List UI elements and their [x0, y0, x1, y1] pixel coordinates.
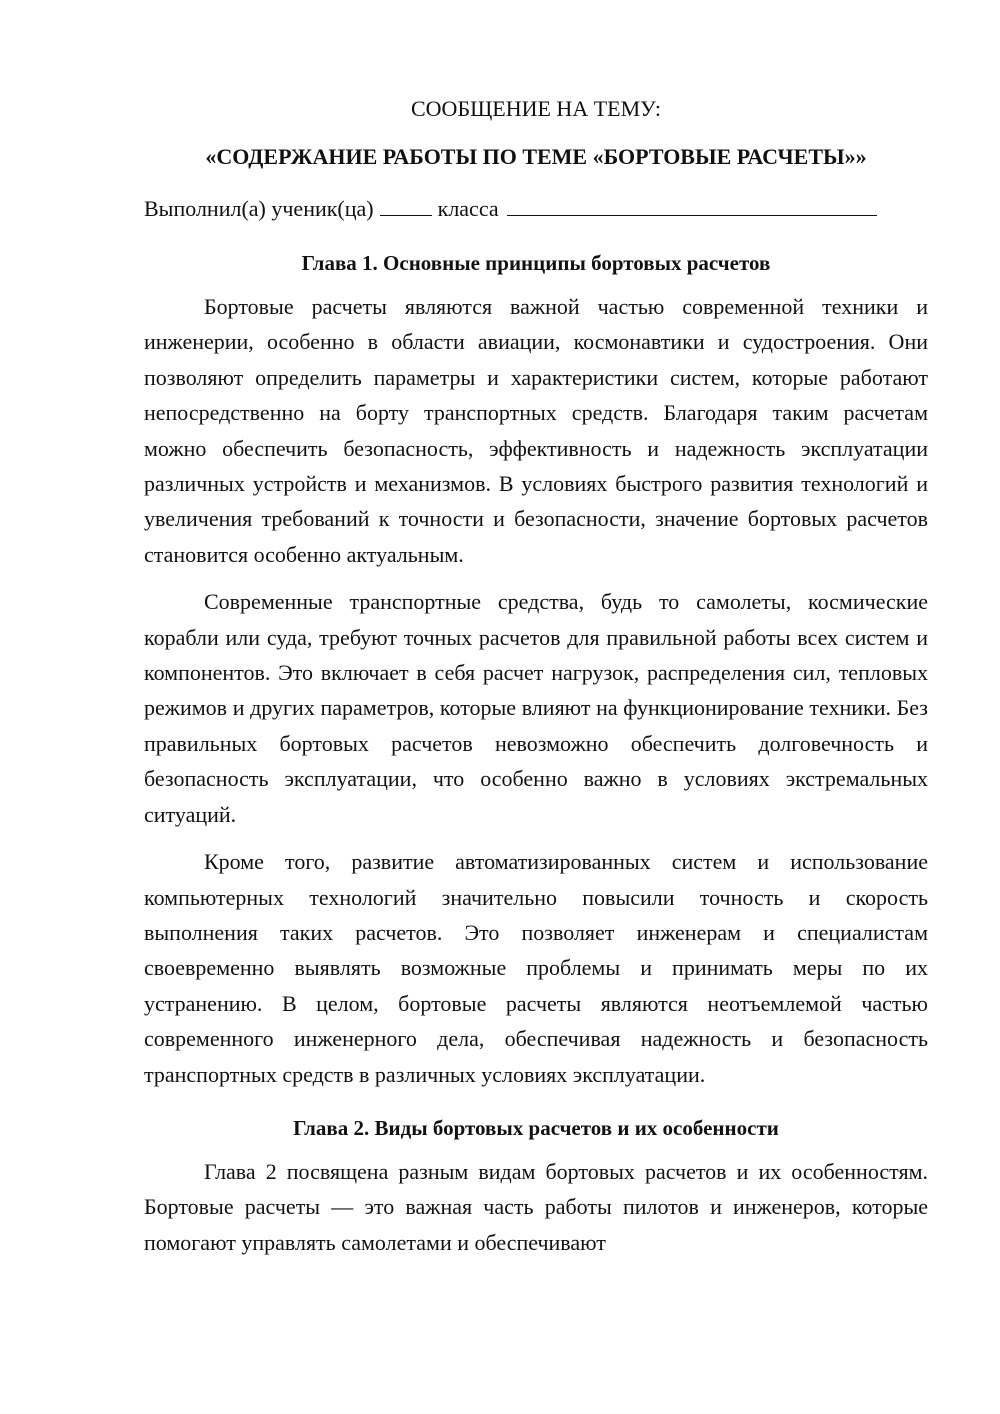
- class-label: класса: [437, 196, 499, 221]
- page-content: [144, 93, 928, 1260]
- author-line: [144, 193, 928, 225]
- document-subtitle: «СОДЕРЖАНИЕ РАБОТЫ ПО ТЕМЕ «БОРТОВЫЕ РАСЧЕТЫ»»: [205, 144, 867, 169]
- author-label: Выполнил(а) ученик(ца): [144, 196, 374, 221]
- class-blank: [507, 193, 877, 216]
- chapter-2-heading: Глава 2. Виды бортовых расчетов и их особенности: [293, 1115, 779, 1140]
- chapter-1-paragraph-2: Современные транспортные средства, будь то самолеты, космические корабли или суда, требуют точных расчетов для правильной работы всех систем и компонентов. Это включает в себя расчет нагрузок, распределения сил, тепловых режимов и других параметров, которые влияют на функционирование техники. Без правильных бортовых расчетов невозможно обеспечить долговечность и безопасность эксплуатации, что особенно важно в условиях экстремальных ситуаций.: [144, 589, 928, 827]
- chapter-1-paragraph-3: Кроме того, развитие автоматизированных систем и использование компьютерных технологий значительно повысили точность и скорость выполнения таких расчетов. Это позволяет инженерам и специалистам своевременно выявлять возможные проблемы и принимать меры по их устранению. В целом, бортовые расчеты являются неотъемлемой частью современного инженерного дела, обеспечивая надежность и безопасность транспортных средств в различных условиях эксплуатации.: [144, 849, 928, 1087]
- chapter-2-paragraph-1: Глава 2 посвящена разным видам бортовых расчетов и их особенностям. Бортовые расчеты — это важная часть работы пилотов и инженеров, которые помогают управлять самолетами и обеспечивают: [144, 1158, 928, 1255]
- grade-blank: [380, 193, 432, 216]
- chapter-1-paragraph-1: Бортовые расчеты являются важной частью современной техники и инженерии, особенно в области авиации, космонавтики и судостроения. Они позволяют определить параметры и характеристики систем, которые работают непосредственно на борту транспортных средств. Благодаря таким расчетам можно обеспечить безопасность, эффективность и надежность эксплуатации различных устройств и механизмов. В условиях быстрого развития технологий и увеличения требований к точности и безопасности, значение бортовых расчетов становится особенно актуальным.: [144, 294, 928, 567]
- chapter-1-heading: Глава 1. Основные принципы бортовых расчетов: [301, 251, 771, 275]
- document-title: СООБЩЕНИЕ НА ТЕМУ:: [411, 96, 661, 121]
